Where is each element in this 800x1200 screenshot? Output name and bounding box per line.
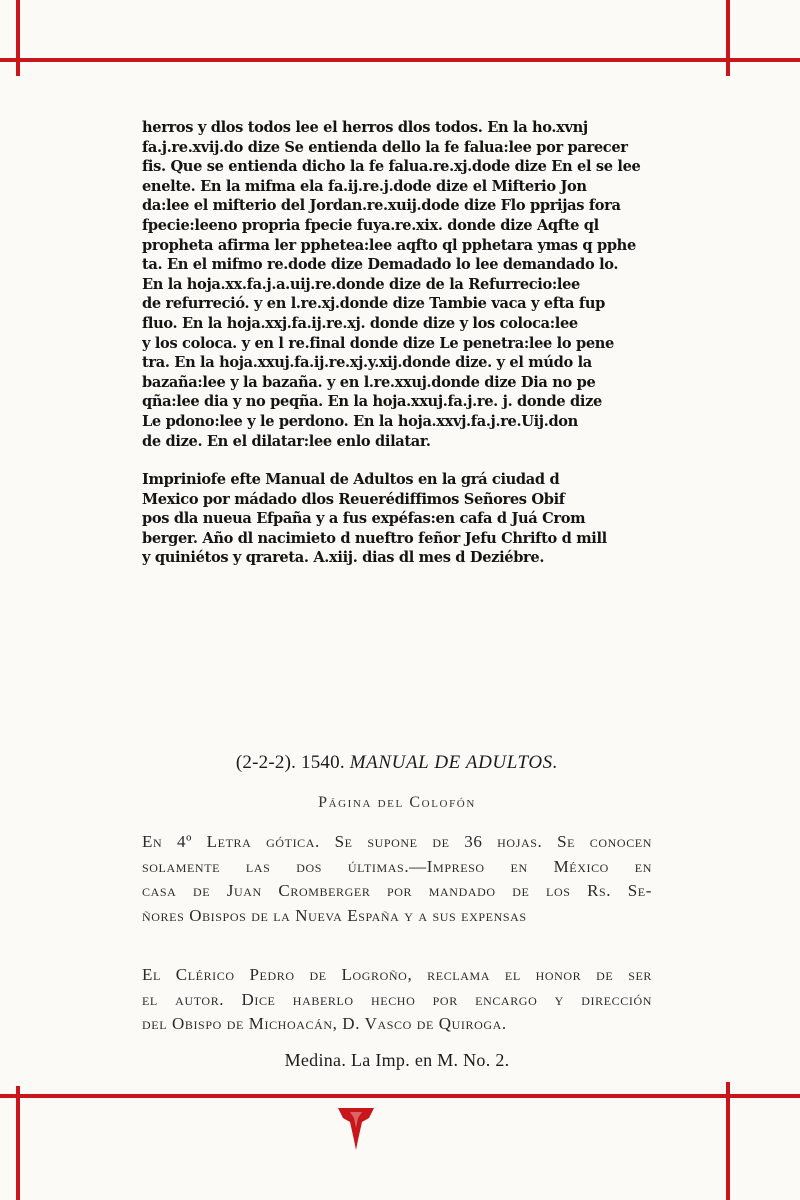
facsimile-line: bazaña:lee y la bazaña. y en l.re.xxuj.donde dize Dia no pe xyxy=(142,373,596,391)
catalog-ref: (2-2-2). xyxy=(235,752,297,773)
facsimile-line: Mexico por mádado dlos Reuerédiffimos Señores Obif xyxy=(142,490,565,508)
facsimile-line: fpecie:leeno propria fpecie fuya.re.xix. donde dize Aqfte ql xyxy=(142,216,599,234)
subheading: Página del Colofón xyxy=(318,794,476,811)
facsimile-line: qña:lee dia y no peqña. En la hoja.xxuj.fa.j.re. j. donde dize xyxy=(142,393,602,411)
facsimile-line: y quiniétos y qrareta. A.xiij. dias dl mes d Deziébre. xyxy=(142,549,545,567)
facsimile-line: y los coloca. y en l re.final donde dize Le penetra:lee lo pene xyxy=(142,334,614,352)
blackletter-facsimile xyxy=(142,118,652,568)
facsimile-line: berger. Año dl nacimieto d nueftro feñor Jefu Chrifto d mill xyxy=(142,529,607,547)
facsimile-line: ta. En el mifmo re.dode dize Demadado lo lee demandado lo. xyxy=(142,256,619,274)
facsimile-line: fluo. En la hoja.xxj.fa.ij.re.xj. donde dize y los coloca:lee xyxy=(142,314,578,332)
description-block xyxy=(142,830,652,928)
colophon-paragraph xyxy=(142,470,652,568)
facsimile-line: fis. Que se entienda dicho la fe falua.re.xj.dode dize En el se lee xyxy=(142,158,641,176)
facsimile-line: En la hoja.xx.fa.j.a.uij.re.donde dize de la Refurrecio:lee xyxy=(142,275,580,293)
note-line: el autor. Dice haberlo hecho por encargo y dirección xyxy=(142,989,652,1009)
note-line: del Obispo de Michoacán, D. Vasco de Quiroga. xyxy=(142,1014,507,1033)
red-shield-ornament-icon xyxy=(336,1106,376,1152)
description-line: ñores Obispos de la Nueva España y a sus expensas xyxy=(142,905,527,925)
right-red-rule-bottom xyxy=(726,1082,730,1200)
description-line: solamente las dos últimas.—Impreso en México en xyxy=(142,856,652,876)
entry-heading xyxy=(142,752,652,774)
facsimile-line: herros y dlos todos lee el herros dlos todos. En la ho.xvnj xyxy=(142,119,588,136)
facsimile-line: pos dla nueua Efpaña y a fus expéfas:en cafa d Juá Crom xyxy=(142,510,586,528)
facsimile-line: de dize. En el dilatar:lee enlo dilatar. xyxy=(142,432,431,450)
left-red-rule-top xyxy=(16,0,20,76)
errata-paragraph xyxy=(142,118,652,451)
facsimile-line: fa.j.re.xvij.do dize Se entienda dello la fe falua:lee por parecer xyxy=(142,138,628,156)
bibliographic-reference: Medina. La Imp. en M. No. 2. xyxy=(284,1050,510,1070)
description-line: casa de Juan Cromberger por mandado de los Rs. Se- xyxy=(142,881,652,900)
bottom-red-rule xyxy=(0,1094,800,1098)
facsimile-line: Le pdono:lee y le perdono. En la hoja.xxvj.fa.j.re.Uij.don xyxy=(142,412,578,430)
entry-year: 1540. xyxy=(301,752,345,773)
note-line: El Clérico Pedro de Logroño, reclama el honor de ser xyxy=(142,965,652,984)
right-red-rule-top xyxy=(726,0,730,76)
facsimile-line: da:lee el mifterio del Jordan.re.xuij.dode dize Flo pprijas fora xyxy=(142,197,621,215)
entry-title: MANUAL DE ADULTOS. xyxy=(349,752,559,773)
facsimile-line: enelte. En la mifma ela fa.ij.re.j.dode dize el Mifterio Jon xyxy=(142,177,587,195)
facsimile-line: de refurreció. y en l.re.xj.donde dize Tambie vaca y efta fup xyxy=(142,295,605,313)
authorship-note xyxy=(142,963,652,1037)
top-red-rule xyxy=(0,58,800,62)
left-red-rule-bottom xyxy=(16,1086,20,1200)
description-line: En 4º Letra gótica. Se supone de 36 hojas. Se conocen xyxy=(142,832,652,851)
facsimile-line: Impriniofe efte Manual de Adultos en la grá ciudad d xyxy=(142,471,560,489)
facsimile-line: tra. En la hoja.xxuj.fa.ij.re.xj.y.xij.donde dize. y el múdo la xyxy=(142,354,592,372)
facsimile-line: propheta afirma ler pphetea:lee aqfto ql pphetara ymas q pphe xyxy=(142,236,636,254)
